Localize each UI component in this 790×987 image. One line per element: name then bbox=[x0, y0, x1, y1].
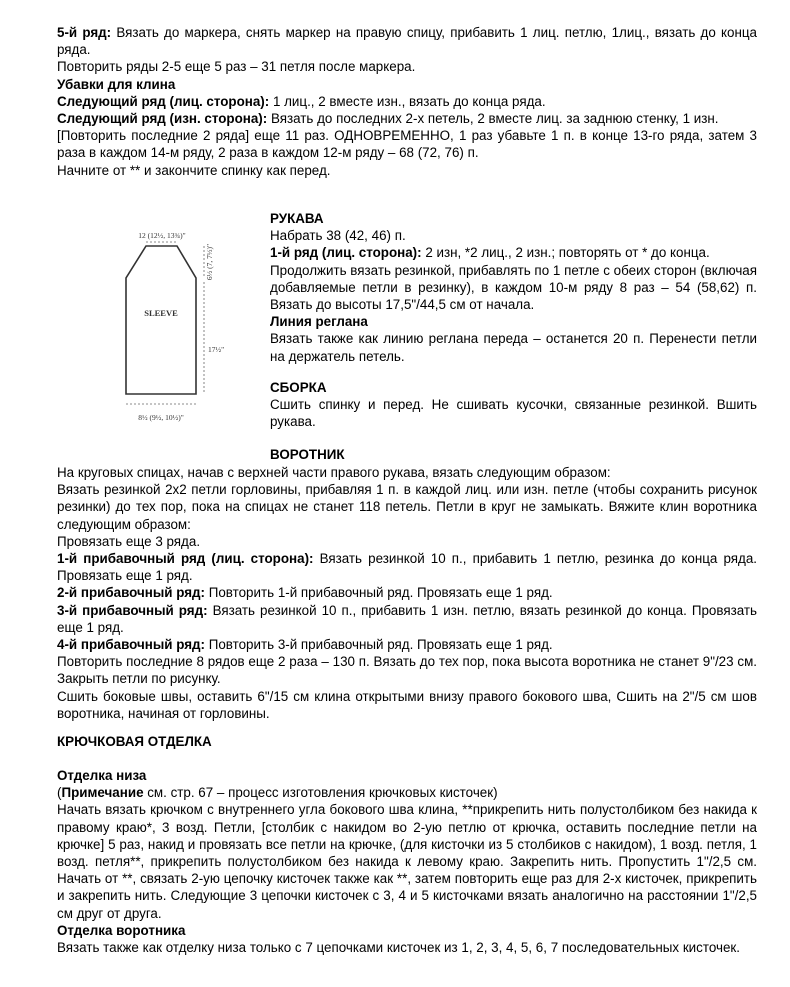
length-label: 17½" bbox=[208, 345, 225, 354]
collar-edging-title: Отделка воротника bbox=[57, 922, 186, 938]
inc-row-1-heading: 1-й прибавочный ряд (лиц. сторона): bbox=[57, 551, 314, 567]
next-row-rs-heading: Следующий ряд (лиц. сторона): bbox=[57, 93, 270, 109]
continue-text: Продолжить вязать резинкой, прибавлять по 1 петле с обеих сторон (включая добавляемые петли в резинку), в каждом 10-м ряду 8 раз – 54 (58,62) п. Вязать до высоты 17,5"/44,5 см от начала. bbox=[270, 262, 757, 313]
inc-row-2-heading: 2-й прибавочный ряд: bbox=[57, 585, 206, 601]
inc-row-3-heading: 3-й прибавочный ряд: bbox=[57, 602, 208, 618]
repeat-rows-text: Повторить ряды 2-5 еще 5 раз – 31 петля после маркера. bbox=[57, 59, 416, 75]
crochet-title: КРЮЧКОВАЯ ОТДЕЛКА bbox=[57, 734, 212, 749]
side-seams-text: Сшить боковые швы, оставить 6"/15 см клина открытыми внизу правого бокового шва, Сшить на 2"/5 см шов воротника, начиная от горловины. bbox=[57, 688, 757, 721]
repeat-last-rows-text: [Повторить последние 2 ряда] еще 11 раз. ОДНОВРЕМЕННО, 1 раз убавьте 1 п. в конце 13-го ряда, затем 3 раза в каждом 14-м ряду, 2 раза в каждом 12-м ряду – 68 (72, 76) п. bbox=[57, 128, 757, 161]
inc-row-2-paragraph bbox=[57, 584, 757, 601]
sleeve-label: SLEEVE bbox=[144, 308, 178, 318]
collar-edging-text: Вязать также как отделку низа только с 7 цепочками кисточек из 1, 2, 3, 4, 5, 6, 7 последовательных кисточек. bbox=[57, 940, 740, 956]
note-heading: Примечание bbox=[61, 785, 144, 801]
hem-title: Отделка низа bbox=[57, 768, 147, 783]
next-row-ws-text: Вязать до последних 2-х петель, 2 вместе лиц. за заднюю стенку, 1 изн. bbox=[267, 111, 719, 127]
raglan-text: Вязать также как линию реглана переда – останется 20 п. Перенести петли на держатель петель. bbox=[270, 331, 757, 364]
top-width-label: 12 (12½, 13¾)" bbox=[138, 231, 186, 240]
collar-rib-text: Вязать резинкой 2х2 петли горловины, прибавляя 1 п. в каждой лиц. или изн. петле (чтобы сохранить рисунок резинки) до тех пор, пока на спицах не станет 118 петель. Петли в круг не замыкать. Вяжите клин воротника следующим образом: bbox=[57, 482, 757, 532]
cap-height-label: 6½ (7, 7½)" bbox=[205, 243, 214, 281]
inc-row-4-heading: 4-й прибавочный ряд: bbox=[57, 637, 206, 653]
next-row-rs-paragraph bbox=[57, 93, 757, 110]
sleeves-title: РУКАВА bbox=[270, 211, 324, 226]
assembly-section bbox=[270, 379, 757, 431]
knit-3-rows-text: Провязать еще 3 ряда. bbox=[57, 533, 201, 549]
row1-text: 2 изн, *2 лиц., 2 изн.; повторять от * до конца. bbox=[421, 245, 710, 261]
note-open: ( bbox=[57, 785, 62, 801]
raglan-title: Линия реглана bbox=[270, 314, 368, 330]
next-row-ws-heading: Следующий ряд (изн. сторона): bbox=[57, 111, 268, 127]
inc-row-4-text: Повторить 3-й прибавочный ряд. Провязать еще 1 ряд. bbox=[205, 637, 553, 653]
inc-row-1-text: Вязать резинкой 10 п., прибавить 1 петлю, резинка до конца ряда. Провязать еще 1 ряд. bbox=[57, 551, 757, 584]
next-row-rs-text: 1 лиц., 2 вместе изн., вязать до конца ряда. bbox=[269, 93, 546, 109]
note-text: см. стр. 67 – процесс изготовления крючковых кисточек) bbox=[143, 785, 498, 801]
repeat-8-rows-text: Повторить последние 8 рядов еще 2 раза – 130 п. Вязать до тех пор, пока высота воротника не станет 9"/23 см. Закрыть петли по рисунку. bbox=[57, 654, 757, 687]
row1-heading: 1-й ряд (лиц. сторона): bbox=[270, 245, 422, 261]
hem-text: Начать вязать крючком с внутреннего угла бокового шва клина, **прикрепить нить полустолбиком без накида к правому краю*, 3 возд. Петли, [столбик с накидом во 2-ую петлю от крючка, оставить последние петли на крючке] 5 раз, накид и провязать все петли на крючке, (для кисточки из 5 столбиков с накидом), 1 возд. петля, 1 возд. петля**, прикрепить полустолбиком без накида к левому краю. Закрепить нить. Пропустить 1"/2,5 см. Начать от **, связать 2-ую цепочку кисточек также как **, затем повторить еще раз для 2-х кисточек, прикрепить и закрепить нить. Следующие 3 цепочки кисточек с 3, 4 и 5 кисточками вязать аналогично на расстоянии 1"/2,5 см друг от друга. bbox=[57, 802, 757, 921]
collar-section bbox=[57, 464, 757, 722]
next-row-ws-paragraph bbox=[57, 110, 757, 127]
assembly-title: СБОРКА bbox=[270, 380, 327, 395]
collar-title-block bbox=[270, 446, 757, 463]
decreases-title: Убавки для клина bbox=[57, 76, 176, 92]
row5-text: Вязать до маркера, снять маркер на правую спицу, прибавить 1 лиц. петлю, 1лиц., вязать до конца ряда. bbox=[57, 25, 757, 58]
bottom-width-label: 8½ (9½, 10½)" bbox=[138, 413, 184, 422]
row5-paragraph bbox=[57, 24, 757, 58]
crochet-title-block bbox=[57, 733, 757, 750]
back-section bbox=[57, 24, 757, 179]
inc-row-1-paragraph bbox=[57, 550, 757, 584]
finish-back-text: Начните от ** и закончите спинку как перед. bbox=[57, 162, 331, 178]
inc-row-3-paragraph bbox=[57, 602, 757, 636]
inc-row-4-paragraph bbox=[57, 636, 757, 653]
collar-intro: На круговых спицах, начав с верхней части правого рукава, вязать следующим образом: bbox=[57, 465, 611, 480]
collar-title: ВОРОТНИК bbox=[270, 447, 345, 462]
row5-heading: 5-й ряд: bbox=[57, 25, 112, 40]
inc-row-2-text: Повторить 1-й прибавочный ряд. Провязать еще 1 ряд. bbox=[205, 585, 553, 601]
sleeve-outline bbox=[126, 246, 196, 394]
assembly-text: Сшить спинку и перед. Не сшивать кусочки, связанные резинкой. Вшить рукава. bbox=[270, 397, 757, 430]
sleeves-section bbox=[270, 210, 757, 365]
crochet-section bbox=[57, 767, 757, 956]
note-paragraph bbox=[57, 784, 757, 801]
row1-paragraph bbox=[270, 244, 757, 261]
inc-row-3-text: Вязать резинкой 10 п., прибавить 1 изн. петлю, вязать резинкой до конца. Провязать еще 1 ряд. bbox=[57, 602, 757, 635]
sleeve-diagram bbox=[108, 226, 230, 432]
cast-on-text: Набрать 38 (42, 46) п. bbox=[270, 228, 406, 244]
